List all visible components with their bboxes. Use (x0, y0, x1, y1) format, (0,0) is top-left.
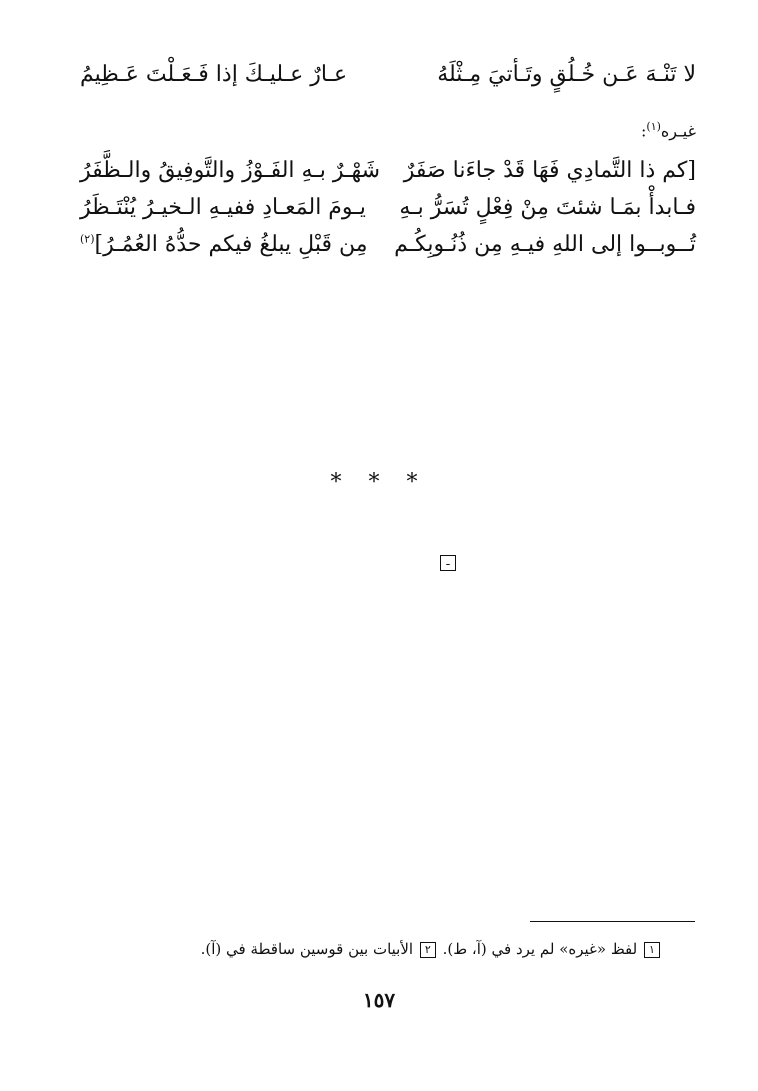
attribution-note-ref: (١) (646, 120, 661, 133)
section-mark-box: ـ (440, 555, 456, 571)
poem-line2-first-hemistich: فـابدأْ بمَـا شئتَ مِنْ فِعْلٍ تُسَرُّ بـهِ (399, 195, 696, 220)
attribution-suffix: : (641, 121, 647, 141)
poem-line3-second-hemistich (80, 232, 390, 257)
attribution-line (641, 112, 696, 146)
footnote-rule (530, 921, 695, 922)
footnote-1-text: لفظ «غيره» لم يرد في (آ، ط). (442, 940, 638, 958)
poem-line1-first-hemistich: [كم ذا التَّمادِي فَهَا قَدْ جاءَنا صَفَرٌ (403, 158, 696, 183)
poem-line3-note-ref: (٢) (80, 232, 95, 246)
poem-line3-first-hemistich: تُــوبــوا إلى اللهِ فيـهِ مِن ذُنُـوبِكُـم (394, 232, 696, 257)
footnotes (201, 940, 662, 958)
verse1-second-hemistich: عـارٌ عـليـكَ إذا فَـعَـلْتَ عَـظِيمُ (80, 62, 348, 87)
footnote-2-text: الأبيات بين قوسين ساقطة في (آ). (200, 940, 414, 958)
attribution-text: غيـره (660, 121, 696, 141)
footnote-2-label: ٢ (420, 942, 436, 958)
page-number: ١٥٧ (362, 988, 396, 1012)
poem-line1-second-hemistich: شَهْـرٌ بـهِ الفَـوْزُ والتَّوفِيقُ والـظَّفَرُ (80, 158, 381, 183)
poem-line2-second-hemistich: يـومَ المَعـادِ ففيـهِ الـخيـرُ يُنْتَـظَرُ (80, 195, 366, 220)
verse1-first-hemistich: لا تَنْـهَ عَـن خُـلُقٍ وتَـأتيَ مِـثْلَهُ (437, 62, 696, 87)
section-separator: * * * (330, 470, 428, 495)
poem-line3-second-text: مِن قَبْلِ يبلغُ فيكم حدُّهُ العُمُـرُ] (94, 232, 368, 257)
footnote-1-label: ١ (644, 942, 660, 958)
